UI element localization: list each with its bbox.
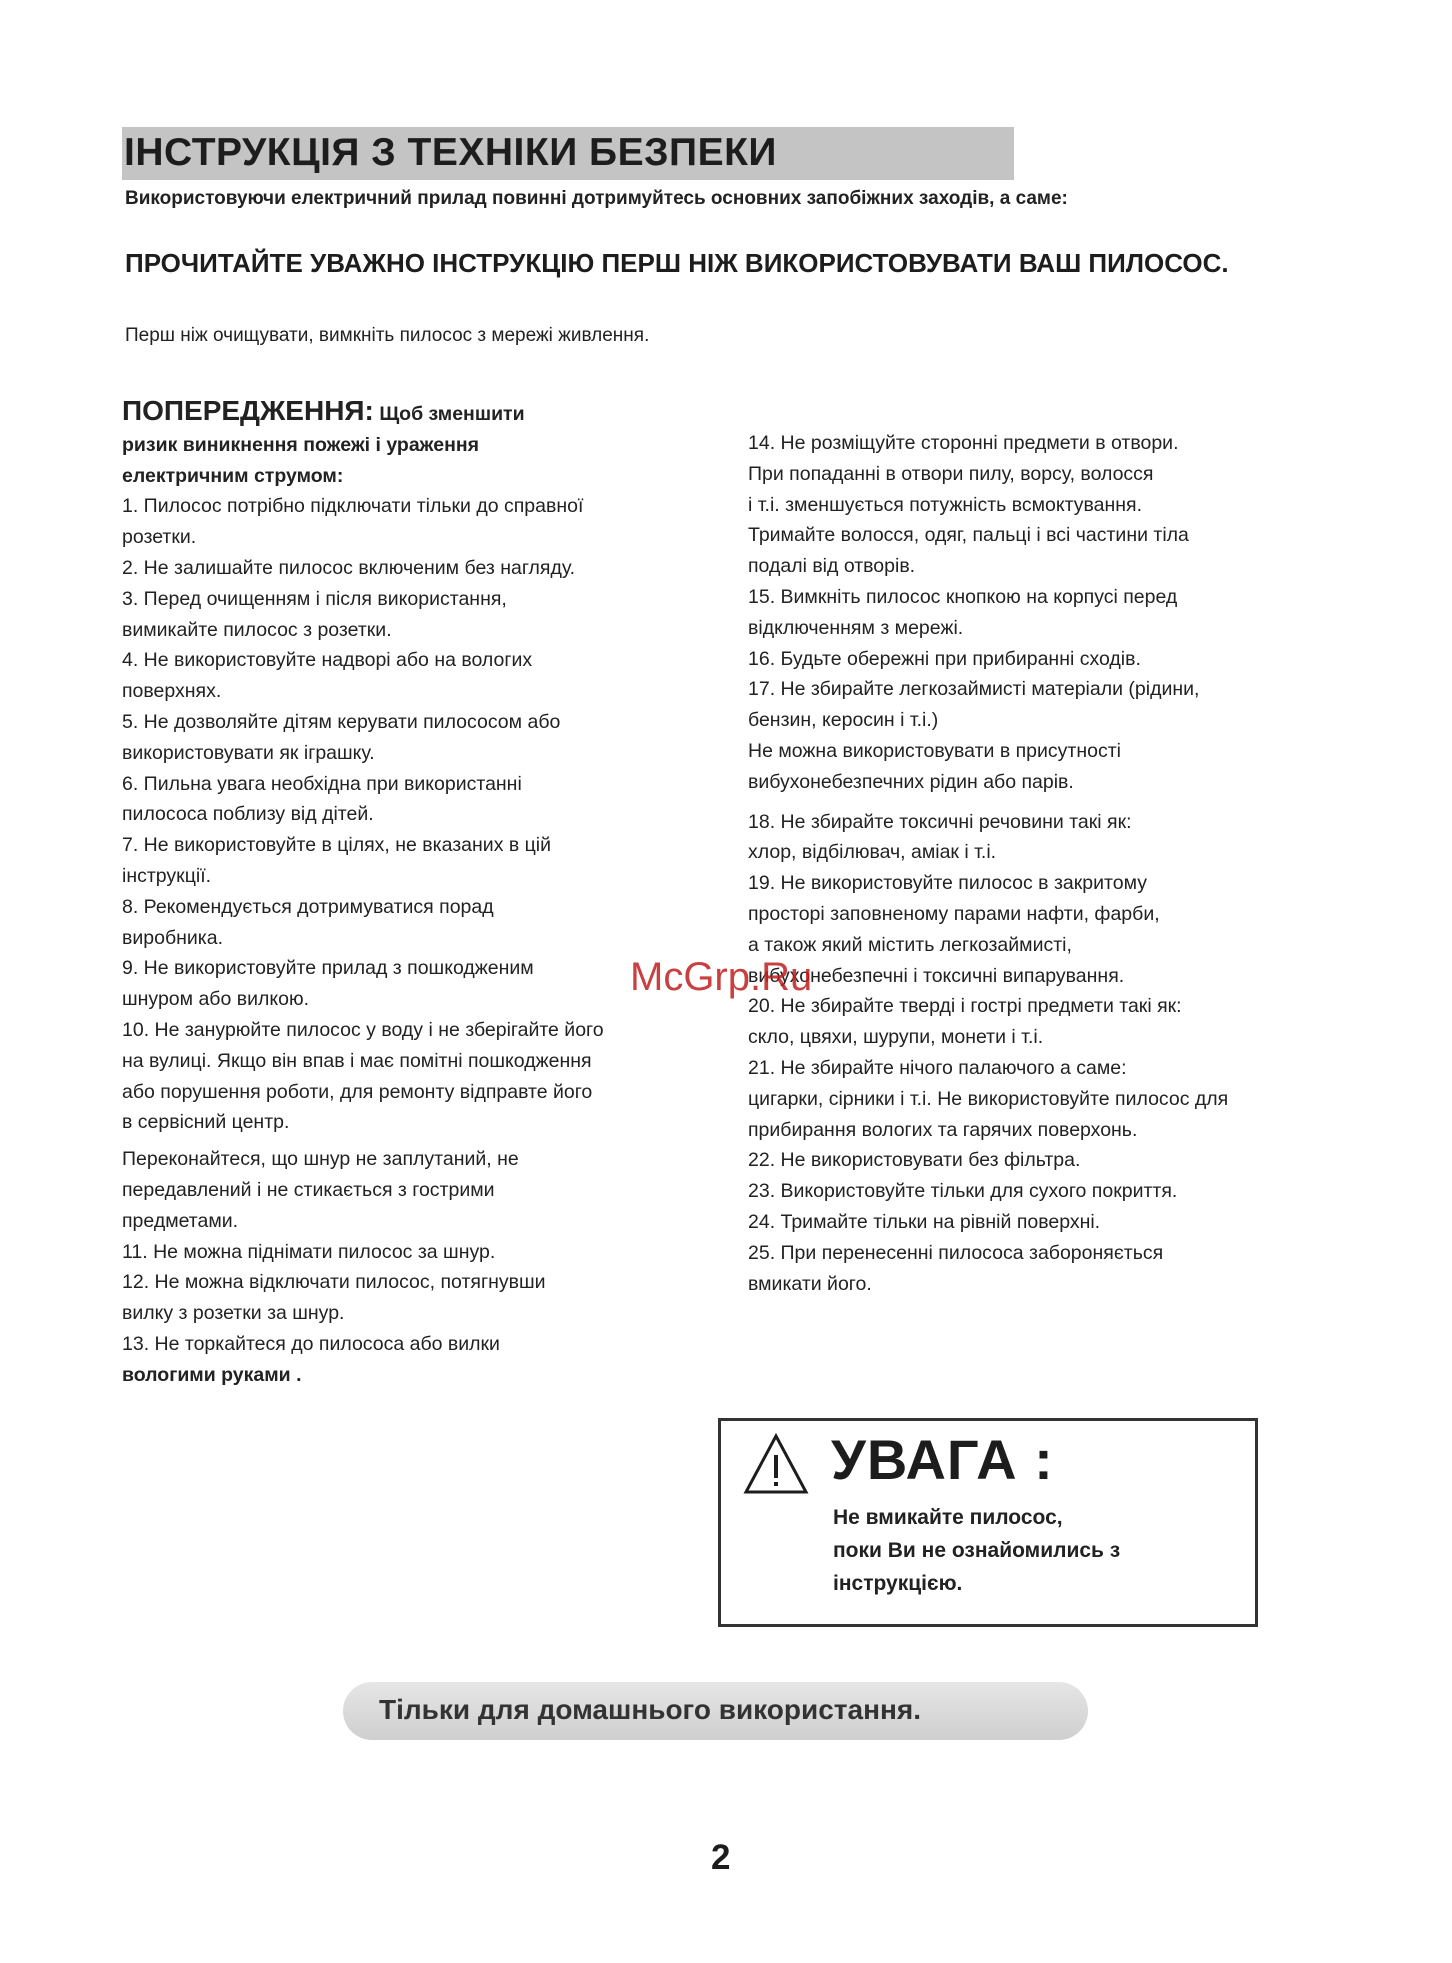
safety-item xyxy=(122,491,722,553)
page-number: 2 xyxy=(711,1838,731,1877)
safety-item-line: передавлений і не стикається з гострими xyxy=(122,1178,495,1201)
safety-item xyxy=(748,1207,1348,1238)
safety-item-line: на вулиці. Якщо він впав і має помітні пошкодження xyxy=(122,1049,592,1072)
safety-item-line: 9. Не використовуйте прилад з пошкодженим xyxy=(122,957,534,980)
safety-item xyxy=(748,807,1348,869)
safety-item-line: хлор, відбілювач, аміак і т.і. xyxy=(748,841,997,864)
warning-sub-line: електричним струмом: xyxy=(122,464,344,487)
safety-list-left xyxy=(122,396,722,1391)
safety-item-line: 5. Не дозволяйте дітям керувати пилососом або xyxy=(122,710,561,733)
warning-sub-line: ризик виникнення пожежі і ураження xyxy=(122,433,480,456)
warning-heading: ПОПЕРЕДЖЕННЯ: xyxy=(122,395,374,426)
safety-item-line: виробника. xyxy=(122,926,223,949)
attention-line: інструкцією. xyxy=(833,1572,963,1595)
safety-item xyxy=(748,1145,1348,1176)
safety-item-line: При попаданні в отвори пилу, ворсу, волосся xyxy=(748,462,1154,485)
safety-item-line: 17. Не збирайте легкозаймисті матеріали (рідини, xyxy=(748,678,1200,701)
safety-item-line: 7. Не використовуйте в цілях, не вказаних в цій xyxy=(122,834,552,857)
safety-item-line: Не можна використовувати в присутності xyxy=(748,739,1121,762)
safety-item-line: просторі заповненому парами нафти, фарби, xyxy=(748,902,1160,925)
safety-item-line: шнуром або вилкою. xyxy=(122,988,310,1011)
watermark-text: McGrp.Ru xyxy=(630,955,813,999)
read-instructions-warning: ПРОЧИТАЙТЕ УВАЖНО ІНСТРУКЦІЮ ПЕРШ НІЖ ВИКОРИСТОВУВАТИ ВАШ ПИЛОСОС. xyxy=(125,248,1229,278)
safety-item-line: Переконайтеся, що шнур не заплутаний, не xyxy=(122,1148,519,1171)
safety-item xyxy=(122,1267,722,1329)
safety-item-line: Тримайте волосся, одяг, пальці і всі частини тіла xyxy=(748,524,1189,547)
safety-item xyxy=(122,707,722,769)
warning-sub-line: Щоб зменшити xyxy=(379,403,525,425)
unplug-note: Перш ніж очищувати, вимкніть пилосос з мережі живлення. xyxy=(125,325,650,346)
safety-item xyxy=(122,1144,722,1236)
left-items xyxy=(122,491,722,1390)
safety-item-line: 12. Не можна відключати пилосос, потягнувши xyxy=(122,1271,546,1294)
safety-item xyxy=(122,1329,722,1391)
safety-item-line: 13. Не торкайтеся до пилососа або вилки xyxy=(122,1332,500,1355)
safety-item xyxy=(122,645,722,707)
home-use-banner xyxy=(343,1682,1088,1740)
safety-item-line: 2. Не залишайте пилосос включеним без нагляду. xyxy=(122,556,576,579)
safety-item-line: бензин, керосин і т.і.) xyxy=(748,709,939,732)
safety-item-line: 25. При перенесенні пилососа забороняється xyxy=(748,1241,1164,1264)
attention-line: поки Ви не ознайомились з xyxy=(833,1539,1121,1562)
attention-text xyxy=(833,1501,1243,1600)
safety-item xyxy=(122,553,722,584)
safety-item xyxy=(748,868,1348,991)
safety-item-line: 16. Будьте обережні при прибиранні сходів. xyxy=(748,647,1141,670)
warning-triangle-icon xyxy=(743,1433,809,1495)
safety-item-line: 11. Не можна піднімати пилосос за шнур. xyxy=(122,1240,496,1263)
safety-item-line: розетки. xyxy=(122,526,197,549)
safety-item-line: або порушення роботи, для ремонту відправте його xyxy=(122,1080,593,1103)
attention-title: УВАГА : xyxy=(831,1428,1054,1491)
safety-item xyxy=(122,584,722,646)
safety-item-line: 8. Рекомендується дотримуватися порад xyxy=(122,895,494,918)
safety-item xyxy=(122,892,722,954)
safety-item xyxy=(748,1053,1348,1145)
safety-item-line: 15. Вимкніть пилосос кнопкою на корпусі перед xyxy=(748,585,1178,608)
page-title: ІНСТРУКЦІЯ З ТЕХНІКИ БЕЗПЕКИ xyxy=(124,131,777,174)
safety-item-line: 10. Не занурюйте пилосос у воду і не зберігайте його xyxy=(122,1018,604,1041)
right-items xyxy=(748,428,1348,1299)
safety-item xyxy=(122,769,722,831)
warning-block xyxy=(122,396,722,491)
attention-box xyxy=(718,1418,1258,1627)
safety-item xyxy=(748,644,1348,675)
safety-item-line: 22. Не використовувати без фільтра. xyxy=(748,1149,1081,1172)
safety-item-line: прибирання вологих та гарячих поверхонь. xyxy=(748,1118,1138,1141)
attention-line: Не вмикайте пилосос, xyxy=(833,1506,1063,1529)
safety-item-line: 14. Не розміщуйте сторонні предмети в отвори. xyxy=(748,432,1179,454)
safety-item-line: подалі від отворів. xyxy=(748,555,916,578)
safety-item xyxy=(748,582,1348,644)
safety-item xyxy=(748,1176,1348,1207)
safety-item-line: 24. Тримайте тільки на рівній поверхні. xyxy=(748,1210,1101,1233)
safety-item xyxy=(122,1237,722,1268)
safety-item-line: 19. Не використовуйте пилосос в закритому xyxy=(748,872,1147,895)
safety-item-line: вологими руками . xyxy=(122,1363,302,1386)
safety-item-line: 6. Пильна увага необхідна при використанні xyxy=(122,772,522,795)
safety-item-line: 20. Не збирайте тверді і гострі предмети такі як: xyxy=(748,995,1182,1018)
safety-item-line: вимикайте пилосос з розетки. xyxy=(122,618,392,641)
home-use-text: Тільки для домашнього використання. xyxy=(379,1694,922,1725)
safety-item-line: вибухонебезпечних рідин або парів. xyxy=(748,770,1074,793)
safety-item xyxy=(748,1238,1348,1300)
safety-item-line: і т.і. зменшується потужність всмоктування. xyxy=(748,493,1143,516)
safety-item-line: предметами. xyxy=(122,1209,239,1232)
safety-item xyxy=(122,1015,722,1138)
safety-item xyxy=(748,428,1348,582)
safety-item-line: пилососа поблизу від дітей. xyxy=(122,803,374,826)
safety-item-line: вибухонебезпечні і токсичні випарування. xyxy=(748,964,1125,987)
safety-item-line: скло, цвяхи, шурупи, монети і т.і. xyxy=(748,1026,1044,1049)
safety-item-line: відключенням з мережі. xyxy=(748,616,964,639)
safety-item-line: 3. Перед очищенням і після використання, xyxy=(122,587,507,610)
safety-item-line: використовувати як іграшку. xyxy=(122,741,375,764)
safety-item-line: інструкції. xyxy=(122,864,212,887)
safety-item xyxy=(748,674,1348,797)
intro-text: Використовуючи електричний прилад повинні дотримуйтесь основних запобіжних заходів, а саме: xyxy=(125,188,1068,209)
safety-item-line: вилку з розетки за шнур. xyxy=(122,1302,345,1325)
safety-item-line: 21. Не збирайте нічого палаючого а саме: xyxy=(748,1056,1127,1079)
safety-item xyxy=(748,991,1348,1053)
safety-item-line: в сервісний центр. xyxy=(122,1111,290,1134)
safety-item-line: 1. Пилосос потрібно підключати тільки до справної xyxy=(122,495,584,518)
safety-list-right xyxy=(748,428,1348,1299)
safety-item xyxy=(122,830,722,892)
safety-item-line: 23. Використовуйте тільки для сухого покриття. xyxy=(748,1180,1178,1203)
safety-item-line: вмикати його. xyxy=(748,1272,872,1295)
safety-item-line: а також який містить легкозаймисті, xyxy=(748,933,1072,956)
safety-item-line: 18. Не збирайте токсичні речовини такі як: xyxy=(748,810,1132,833)
safety-item-line: цигарки, сірники і т.і. Не використовуйте пилосос для xyxy=(748,1087,1229,1110)
safety-item-line: поверхнях. xyxy=(122,680,222,703)
safety-item-line: 4. Не використовуйте надворі або на вологих xyxy=(122,649,533,672)
